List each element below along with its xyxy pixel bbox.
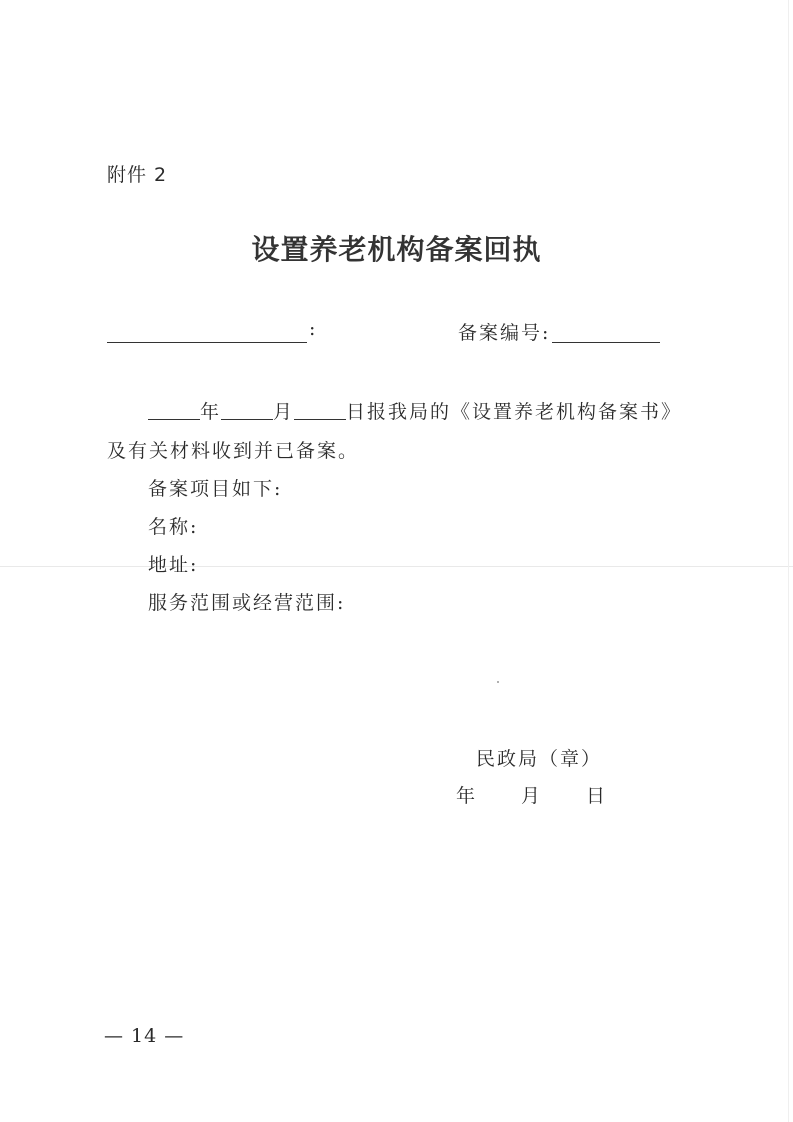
day-text: 日报我局的《设置养老机构备案书》 (346, 401, 683, 423)
addressee-blank (107, 342, 307, 343)
document-title: 设置养老机构备案回执 (251, 233, 542, 266)
signature-day: 日 (586, 785, 608, 807)
day-blank (294, 418, 346, 420)
attachment-label: 附件 2 (107, 164, 168, 186)
body-line-received: 及有关材料收到并已备案。 (107, 440, 360, 462)
file-number-label: 备案编号: (458, 322, 551, 344)
items-intro: 备案项目如下: (148, 478, 283, 500)
scan-page-edge (788, 0, 789, 1122)
signature-month: 月 (521, 785, 543, 807)
signature-year: 年 (456, 785, 478, 807)
scope-label: 服务范围或经营范围: (148, 592, 346, 614)
month-blank (221, 418, 273, 420)
scan-speck (497, 681, 499, 683)
page-number: — 14 — (104, 1025, 185, 1047)
addressee-colon: : (309, 318, 316, 340)
address-label: 地址: (148, 554, 199, 576)
file-number-blank (552, 342, 660, 343)
signature-date (456, 781, 607, 808)
issuer-seal: 民政局（章） (476, 748, 603, 770)
name-label: 名称: (148, 516, 199, 538)
year-blank (148, 418, 200, 420)
month-char: 月 (273, 401, 295, 423)
body-line-date (148, 397, 682, 424)
scan-fold-line (0, 566, 793, 567)
year-char: 年 (200, 401, 222, 423)
